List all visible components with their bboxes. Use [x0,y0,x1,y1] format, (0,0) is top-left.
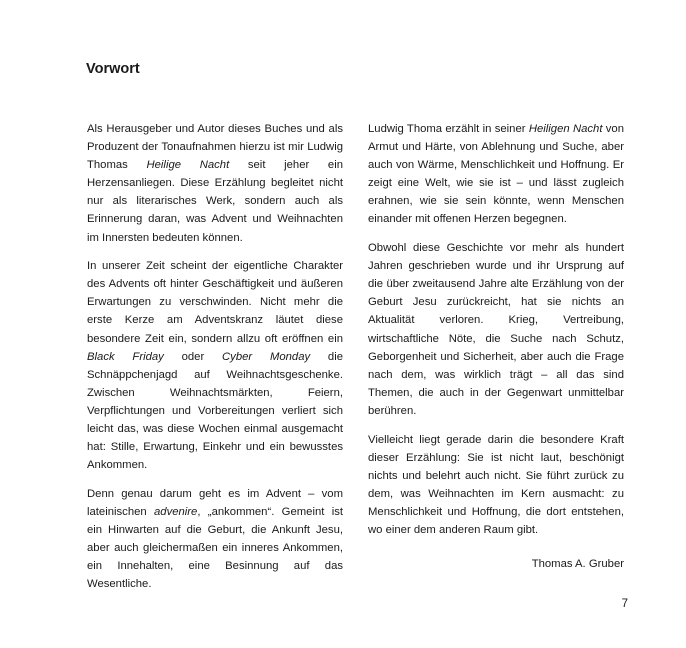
italic-term: advenire [154,505,198,518]
italic-title: Heiligen Nacht [528,123,603,135]
paragraph-thoma [368,120,624,229]
paragraph-advenire [87,485,343,594]
italic-term: Cyber Monday [222,350,311,363]
text-run: Als Herausgeber und Autor dieses Buches und als Produzent der Tonaufnahmen hierzu ist mir Ludwig Thomas [87,123,343,172]
paragraph-intro [87,120,343,247]
text-run: Denn genau darum geht es im Advent – vom lateinischen [87,487,343,518]
text-run: , „ankommen“. Gemeint ist ein Hinwarten auf die Geburt, die Ankunft Jesu, aber auch gleichermaßen ein inneres Ankommen, ein Innehalten, eine Besinnung auf das Wesentliche. [87,505,343,591]
page-number: 7 [621,598,628,610]
italic-term: Black Friday [87,350,164,363]
page-title: Vorwort [86,61,140,77]
text-run: seit jeher ein Herzensanliegen. Diese Erzählung begleitet nicht nur als literarisches Werk, sondern auch als Erinnerung daran, was Advent und Weihnachten im Innersten bedeuten können. [87,159,343,244]
paragraph-relevance: Obwohl diese Geschichte vor mehr als hundert Jahren geschrieben wurde und ihr Ursprung auf die über zweitausend Jahre alte Erzählung von der Geburt Jesu zurückreicht, hat sie nichts an Aktualität verloren. Krieg, Vertreibung, wirtschaftliche Nöte, die Suche nach Schutz, Geborgenheit und Sicherheit, aber auch die Frage nach dem, was wirklich trägt – all das sind Themen, die auch in der Gegenwart unmittelbar berühren. [368,242,624,417]
italic-title: Heilige Nacht [146,159,230,172]
right-text-column [368,120,624,584]
left-text-column [87,120,343,604]
text-run: von Armut und Härte, von Ablehnung und Suche, aber auch von Wärme, Menschlichkeit und Hoffnung. Er zeigt eine Welt, wie sie ist – und lässt zugleich erahnen, wie sie sein könnte, wenn Menschen einander mit offenen Herzen begegnen. [368,123,625,226]
text-run: oder [163,350,223,363]
paragraph-power: Vielleicht liegt gerade darin die besondere Kraft dieser Erzählung: Sie ist nicht laut, beschönigt nichts und belehrt auch nicht. Sie führt zurück zu dem, was Weihnachten im Kern ausmacht: zu Menschlichkeit und Hoffnung, die dort entstehen, wo einer dem anderen Raum gibt. [368,433,624,536]
text-run: Ludwig Thoma erzählt in seiner [368,123,529,135]
author-signature: Thomas A. Gruber [531,558,624,571]
text-run: In unserer Zeit scheint der eigentliche Charakter des Advents oft hinter Geschäftigkeit und äußeren Erwartungen zu verschwinden. Nicht mehr die erste Kerze am Adventskranz läutet diese besondere Zeit ein, sondern allzu oft eröffnen ein [87,260,343,345]
paragraph-advent-character [87,257,343,474]
text-run: die Schnäppchenjagd auf Weihnachtsgeschenke. Zwischen Weihnachtsmärkten, Feiern, Verpflichtungen und Vorbereitungen verliert sich leicht das, was diese Wochen einmal ausgemacht hat: Stille, Erwartung, Einkehr und ein bewusstes Ankommen. [87,350,344,472]
